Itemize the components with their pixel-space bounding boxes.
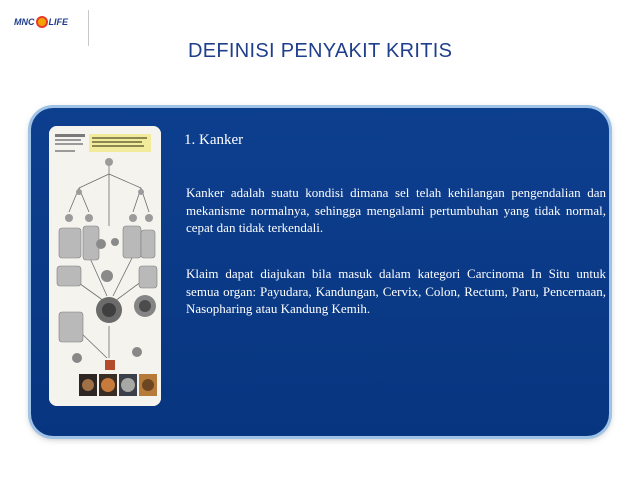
mnc-life-logo bbox=[14, 16, 68, 28]
logo-divider bbox=[88, 10, 89, 46]
logo-mark-icon bbox=[36, 16, 48, 28]
content-area bbox=[177, 126, 609, 416]
logo-text-life: LIFE bbox=[48, 17, 68, 27]
logo-text-mnc: MNC bbox=[14, 17, 35, 27]
cancer-diagram-image bbox=[49, 126, 161, 406]
claim-paragraph: Klaim dapat diajukan bila masuk dalam kategori Carcinoma In Situ untuk semua organ: Payudara, Kandungan, Cervix, Colon, Rectum, Paru, Pencernaan, Nasopharing atau Kandung Kemih. bbox=[186, 266, 606, 316]
page-title: DEFINISI PENYAKIT KRITIS bbox=[188, 40, 453, 62]
section-heading: 1. Kanker bbox=[184, 132, 244, 148]
definition-paragraph: Kanker adalah suatu kondisi dimana sel telah kehilangan pengendalian dan mekanisme normalnya, sehingga mengalami pertumbuhan yang tidak normal, cepat dan tidak terkendali. bbox=[186, 185, 606, 235]
cancer-diagram-illustration bbox=[49, 126, 161, 406]
